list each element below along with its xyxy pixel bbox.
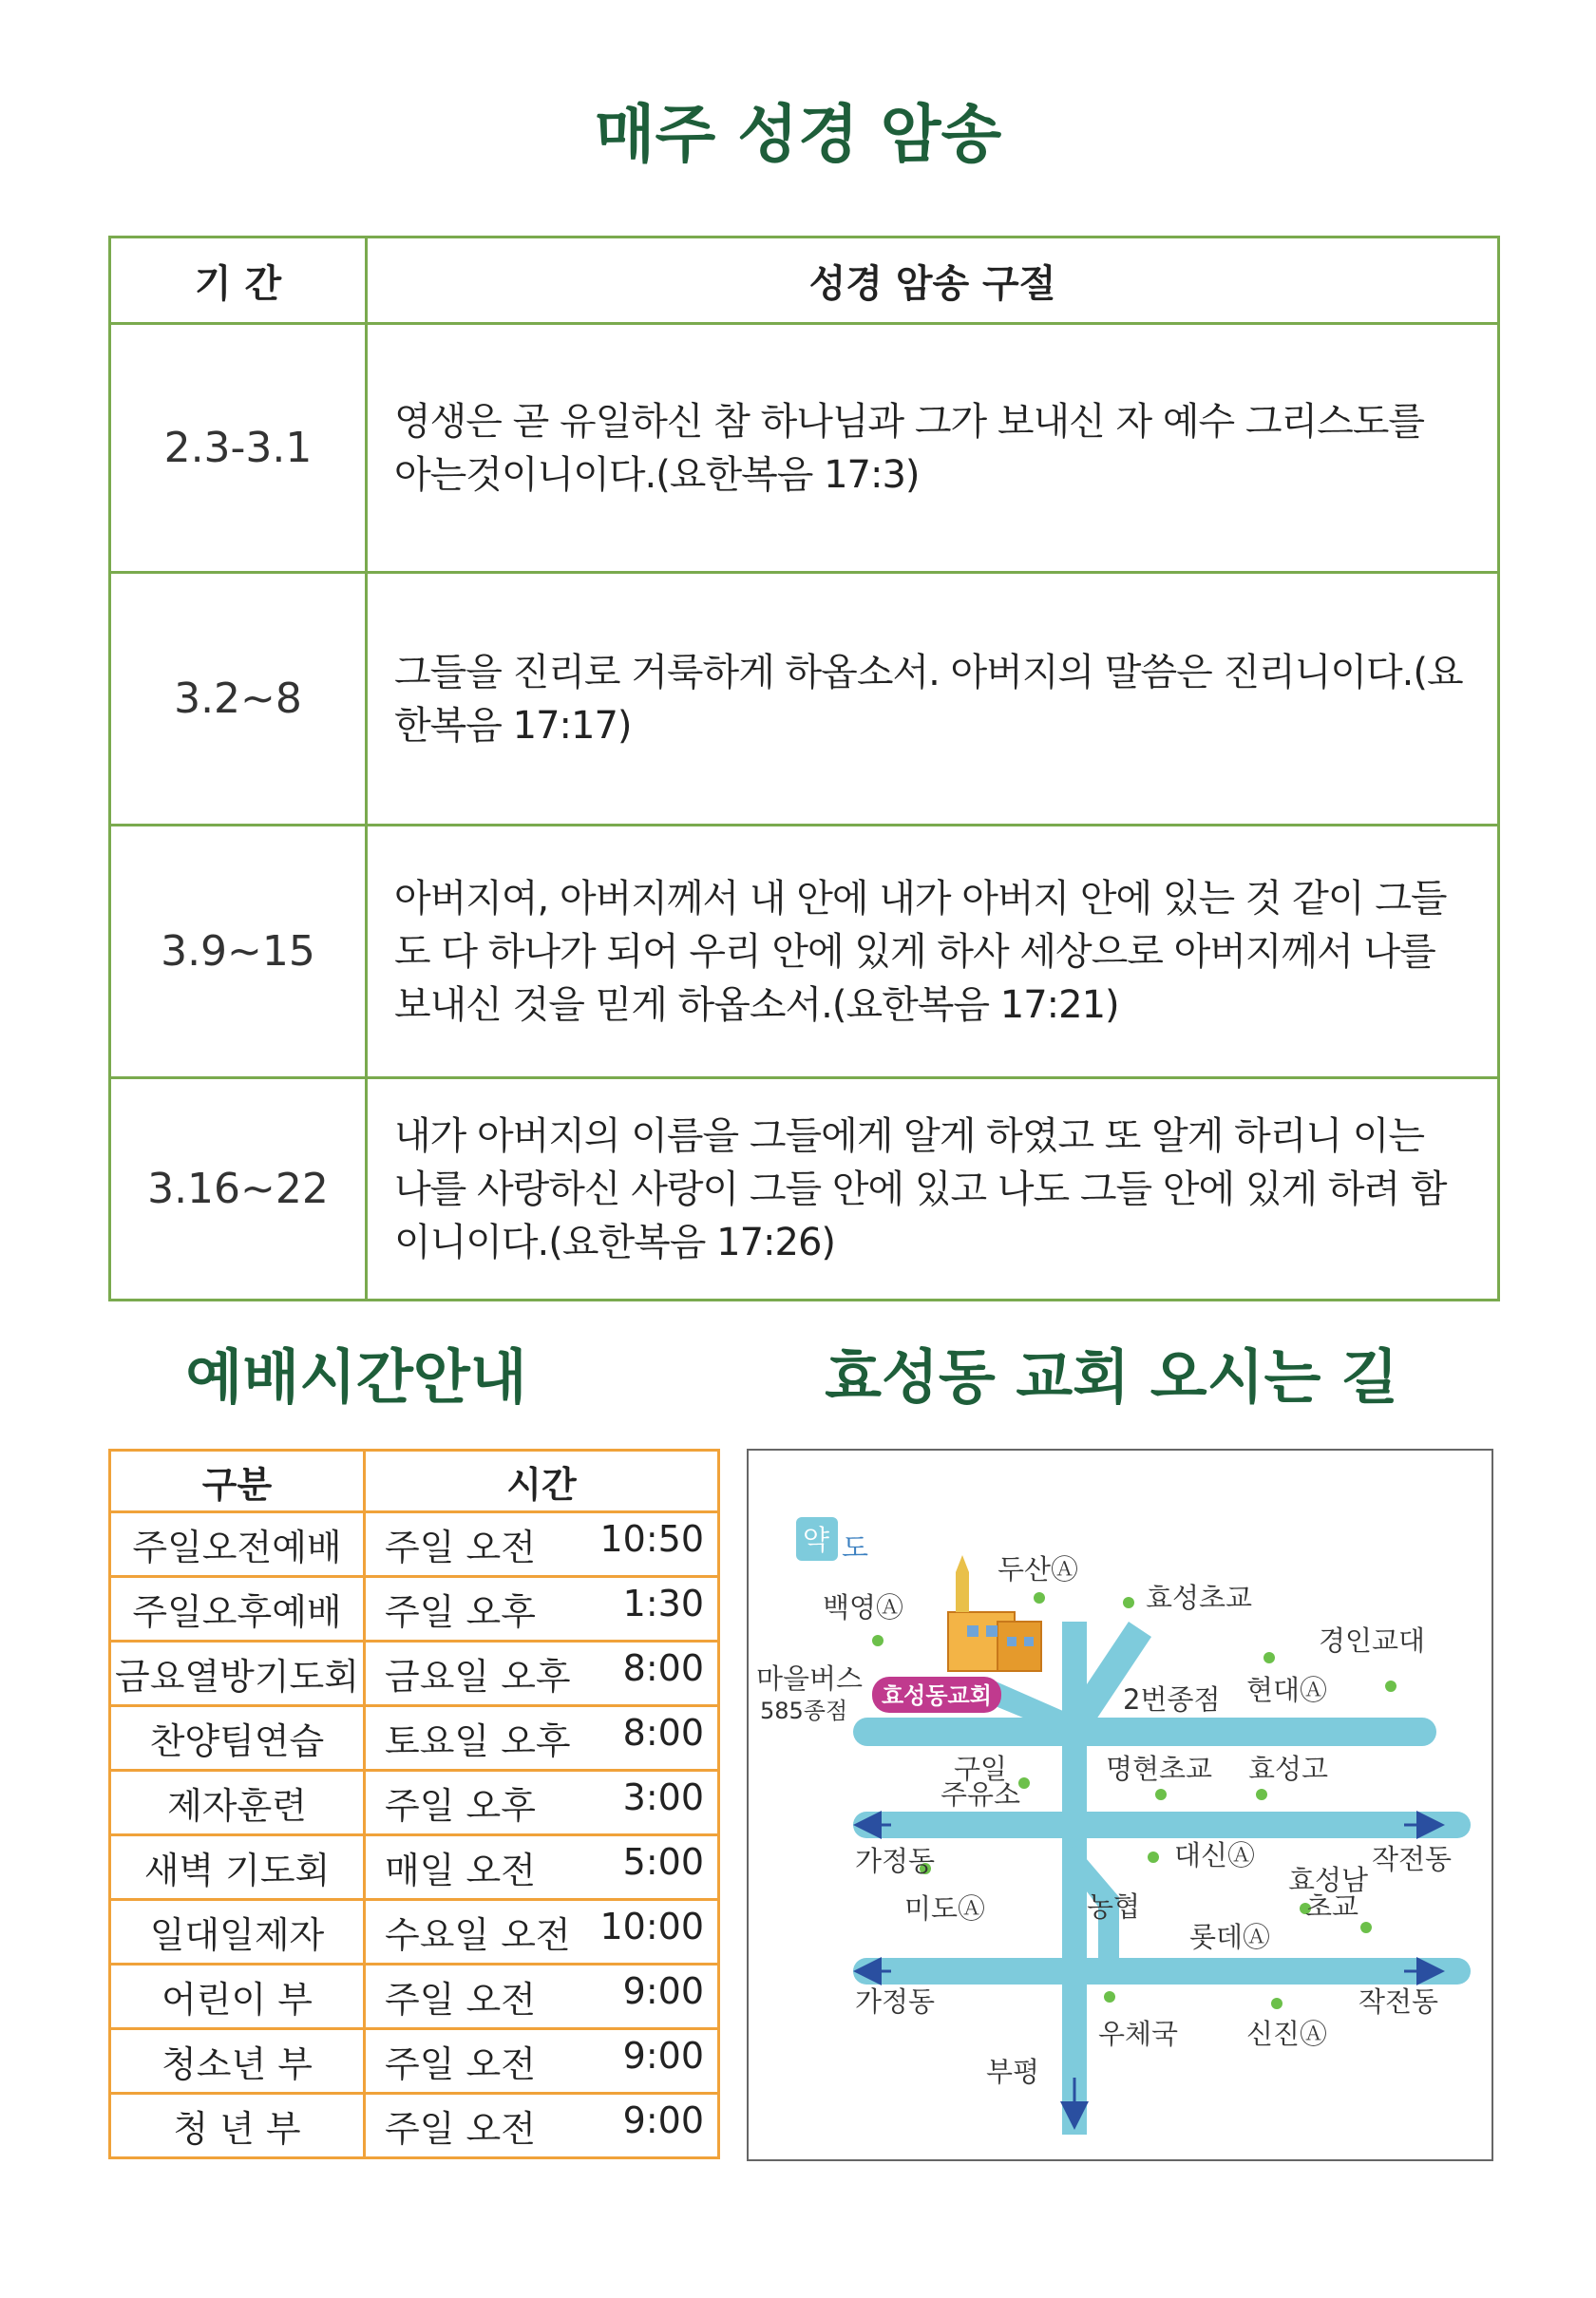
verse-cell: 영생은 곧 유일하신 참 하나님과 그가 보내신 자 예수 그리스도를 아는것이니이다.(요한복음 17:3) — [367, 324, 1499, 573]
table-row — [110, 1078, 1499, 1301]
table-row — [110, 573, 1499, 826]
service-day: 매일 오전 — [385, 1850, 536, 1891]
table-row — [110, 1835, 719, 1900]
label-hyoseong-elem: 효성초교 — [1146, 1582, 1253, 1614]
dot — [1034, 1592, 1045, 1604]
service-name: 새벽 기도회 — [110, 1835, 365, 1900]
label-village-bus-terminal: 585종점 — [760, 1698, 848, 1724]
label-bupyeong: 부평 — [986, 2056, 1040, 2088]
label-hyundai: 현대Ⓐ — [1246, 1674, 1328, 1706]
dot — [1271, 1998, 1282, 2009]
service-day: 주일 오전 — [385, 1979, 536, 2021]
label-daesin: 대신Ⓐ — [1174, 1839, 1256, 1871]
map-drawing — [749, 1451, 1492, 2159]
table-row — [110, 2029, 719, 2094]
service-day: 토요일 오후 — [385, 1720, 571, 1762]
label-baekyoung: 백영Ⓐ — [823, 1591, 904, 1624]
table-row — [110, 1706, 719, 1771]
service-name: 금요열방기도회 — [110, 1642, 365, 1706]
service-name: 제자훈련 — [110, 1771, 365, 1835]
service-table-header — [110, 1451, 719, 1512]
dot — [1104, 1991, 1115, 2003]
service-name: 청소년 부 — [110, 2029, 365, 2094]
service-day: 주일 오전 — [385, 2108, 536, 2150]
period-cell: 3.16~22 — [110, 1078, 367, 1301]
service-day: 주일 오후 — [385, 1591, 536, 1633]
verse-cell: 아버지여, 아버지께서 내 안에 내가 아버지 안에 있는 것 같이 그들도 다 하나가 되어 우리 안에 있게 하사 세상으로 아버지께서 나를 보내신 것을 믿게 하옵소서.(요한복음 17:21) — [367, 826, 1499, 1078]
label-sinjin: 신진Ⓐ — [1246, 2018, 1328, 2050]
service-time: 9:00 — [622, 1970, 704, 2012]
service-schedule — [365, 1771, 719, 1835]
period-header: 기 간 — [110, 237, 367, 324]
dot — [1256, 1789, 1267, 1800]
service-name: 주일오후예배 — [110, 1577, 365, 1642]
service-name: 어린이 부 — [110, 1965, 365, 2029]
service-day: 주일 오전 — [385, 1527, 536, 1568]
dot — [1360, 1922, 1372, 1933]
period-cell: 3.9~15 — [110, 826, 367, 1078]
label-mido: 미도Ⓐ — [904, 1892, 986, 1925]
label-gyeongin-univ: 경인교대 — [1319, 1624, 1426, 1657]
service-day: 주일 오후 — [385, 1785, 536, 1827]
table-row — [110, 1771, 719, 1835]
road-middle — [853, 1812, 1471, 1838]
label-post-office: 우체국 — [1098, 2018, 1179, 2050]
dot — [872, 1635, 884, 1646]
service-name: 찬양팀연습 — [110, 1706, 365, 1771]
type-header: 구분 — [110, 1451, 365, 1512]
service-schedule — [365, 1706, 719, 1771]
service-schedule — [365, 2094, 719, 2158]
church-label: 효성동교회 — [882, 1682, 992, 1709]
dot — [1155, 1789, 1167, 1800]
table-row — [110, 1512, 719, 1577]
directions-map — [747, 1449, 1493, 2161]
label-village-bus: 마을버스 — [756, 1662, 864, 1695]
service-schedule — [365, 1512, 719, 1577]
label-jakjeon-2: 작전동 — [1358, 1985, 1439, 2018]
label-gajeong: 가정동 — [855, 1845, 936, 1877]
verse-table-header — [110, 237, 1499, 324]
service-name: 청 년 부 — [110, 2094, 365, 2158]
pharmacy-yak-label: 약 — [803, 1524, 830, 1556]
table-row — [110, 1900, 719, 1965]
period-cell: 3.2~8 — [110, 573, 367, 826]
service-time: 8:00 — [622, 1712, 704, 1754]
service-schedule — [365, 1965, 719, 2029]
service-name: 일대일제자 — [110, 1900, 365, 1965]
service-time: 8:00 — [622, 1647, 704, 1689]
pharmacy-do-label: 도 — [842, 1531, 869, 1564]
label-lotte: 롯데Ⓐ — [1189, 1921, 1271, 1953]
service-section-title: 예배시간안내 — [185, 1342, 527, 1412]
service-time: 3:00 — [622, 1776, 704, 1818]
label-hyoseongnam: 효성남 — [1288, 1864, 1369, 1896]
service-day: 주일 오전 — [385, 2043, 536, 2085]
dot — [1264, 1652, 1275, 1663]
road-lower — [853, 1958, 1471, 1985]
table-row — [110, 324, 1499, 573]
table-row — [110, 1642, 719, 1706]
verse-section-title: 매주 성경 암송 — [594, 98, 1002, 171]
service-day: 금요일 오후 — [385, 1656, 571, 1698]
service-schedule — [365, 1835, 719, 1900]
table-row — [110, 1577, 719, 1642]
road-upper — [853, 1718, 1436, 1746]
label-hyoseongnam-elem: 초교 — [1305, 1890, 1359, 1923]
service-time: 9:00 — [622, 2099, 704, 2141]
service-name: 주일오전예배 — [110, 1512, 365, 1577]
table-row — [110, 2094, 719, 2158]
label-old-gas-station: 주유소 — [940, 1778, 1021, 1811]
service-time: 9:00 — [622, 2035, 704, 2077]
service-time: 1:30 — [622, 1583, 704, 1624]
service-time: 10:00 — [599, 1906, 704, 1947]
map-section-title: 효성동 교회 오시는 길 — [825, 1342, 1398, 1412]
label-myeonghyeon: 명현초교 — [1106, 1753, 1213, 1785]
verse-table — [108, 236, 1500, 1301]
service-schedule — [365, 1900, 719, 1965]
table-row — [110, 826, 1499, 1078]
label-hyoseong-high: 효성고 — [1248, 1753, 1329, 1785]
service-schedule — [365, 1577, 719, 1642]
time-header: 시간 — [365, 1451, 719, 1512]
label-gajeong-2: 가정동 — [855, 1985, 936, 2018]
label-nonghyup: 농협 — [1087, 1890, 1141, 1923]
table-row — [110, 1965, 719, 2029]
service-schedule — [365, 2029, 719, 2094]
dot — [1123, 1597, 1134, 1608]
service-schedule — [365, 1642, 719, 1706]
label-bus-2: 2번종점 — [1123, 1683, 1221, 1716]
period-cell: 2.3-3.1 — [110, 324, 367, 573]
verse-cell: 그들을 진리로 거룩하게 하옵소서. 아버지의 말씀은 진리니이다.(요한복음 17:17) — [367, 573, 1499, 826]
dot — [1385, 1681, 1396, 1692]
label-old-gas: 구일 — [954, 1753, 1008, 1785]
service-time: 5:00 — [622, 1841, 704, 1883]
verse-header: 성경 암송 구절 — [367, 237, 1499, 324]
dot — [1148, 1852, 1159, 1863]
label-doosan: 두산Ⓐ — [998, 1553, 1079, 1586]
verse-cell: 내가 아버지의 이름을 그들에게 알게 하였고 또 알게 하리니 이는 나를 사랑하신 사랑이 그들 안에 있고 나도 그들 안에 있게 하려 함이니이다.(요한복음 17:26) — [367, 1078, 1499, 1301]
service-day: 수요일 오전 — [385, 1914, 571, 1956]
service-time: 10:50 — [599, 1518, 704, 1560]
service-table — [108, 1449, 720, 2159]
label-jakjeon: 작전동 — [1372, 1843, 1453, 1875]
